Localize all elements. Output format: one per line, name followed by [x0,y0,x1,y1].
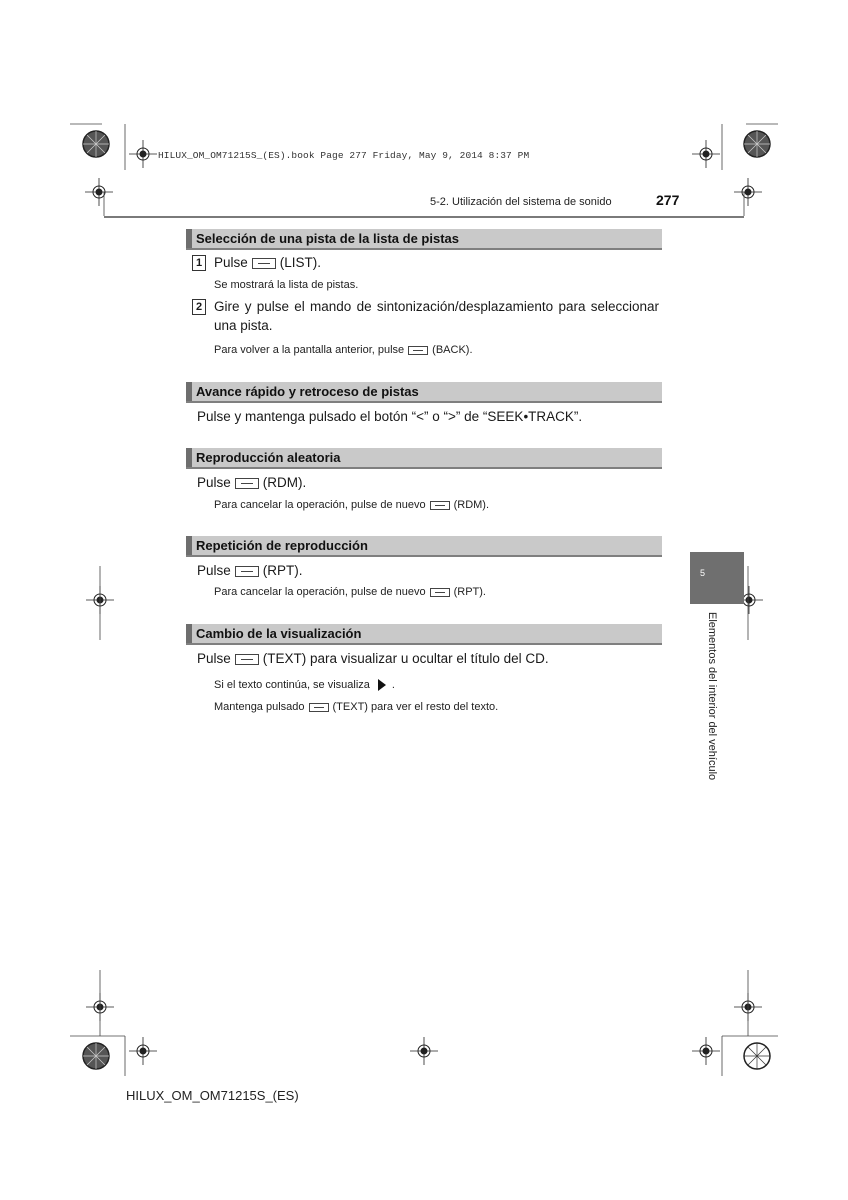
section-note [214,586,486,598]
printer-info-line: HILUX_OM_OM71215S_(ES).book Page 277 Friday, May 9, 2014 8:37 PM [158,150,530,161]
section-header [186,624,662,645]
button-icon [309,703,329,712]
section-note [214,679,395,691]
text-before: Pulse [197,475,231,490]
step-2-note [214,344,473,356]
button-icon [235,566,259,577]
button-icon [408,346,428,355]
section-body [197,563,303,578]
page-number: 277 [656,192,680,208]
step-2 [192,299,659,315]
section-body [197,475,306,490]
button-icon [235,654,259,665]
running-head: 5-2. Utilización del sistema de sonido [430,196,612,208]
note-text-before: Para volver a la pantalla anterior, pulse [214,344,405,356]
step-text-line-1: Gire y pulse el mando de sintonización/desplazamiento para seleccionar [214,299,659,314]
section-title: Reproducción aleatoria [196,450,341,465]
text-before: Pulse [197,651,231,666]
note-text-before: Si el texto continúa, se visualiza [214,679,370,691]
section-title: Cambio de la visualización [196,626,362,641]
step-1 [192,255,321,271]
note-text-after: . [391,679,395,691]
step-number: 2 [192,299,206,315]
step-number: 1 [192,255,206,271]
section-title: Repetición de reproducción [196,538,368,553]
text-after: (RPT). [262,563,303,578]
text-after: (TEXT) para visualizar u ocultar el título del CD. [262,651,549,666]
header-rule [104,216,744,218]
section-body: Pulse y mantenga pulsado el botón “<” o “>” de “SEEK•TRACK”. [197,409,583,424]
text-before: Pulse [197,563,231,578]
note-text-before: Mantenga pulsado [214,701,305,713]
button-icon [252,258,276,269]
arrow-right-icon [378,679,386,691]
section-title: Selección de una pista de la lista de pistas [196,231,459,246]
button-icon [430,501,450,510]
section-note [214,701,498,713]
note-text-after: (RDM). [453,499,490,511]
section-note [214,499,489,511]
section-title: Avance rápido y retroceso de pistas [196,384,419,399]
step-text-after: (LIST). [279,255,322,270]
note-text-after: (RPT). [453,586,486,598]
chapter-tab [690,552,744,604]
section-header [186,448,662,469]
text-after: (RDM). [262,475,307,490]
section-header [186,536,662,557]
button-icon [235,478,259,489]
note-text-after: (BACK). [432,344,473,356]
footer-code: HILUX_OM_OM71215S_(ES) [126,1088,299,1103]
chapter-title: Elementos del interior del vehículo [706,612,718,781]
section-body [197,651,549,666]
step-2-line-2: una pista. [214,318,273,333]
section-header [186,229,662,250]
note-text-before: Para cancelar la operación, pulse de nuevo [214,499,426,511]
note-text-before: Para cancelar la operación, pulse de nuevo [214,586,426,598]
note-text-after: (TEXT) para ver el resto del texto. [332,701,499,713]
chapter-number: 5 [700,568,706,578]
step-text-before: Pulse [214,255,248,270]
step-1-note: Se mostrará la lista de pistas. [214,279,359,291]
button-icon [430,588,450,597]
section-header [186,382,662,403]
